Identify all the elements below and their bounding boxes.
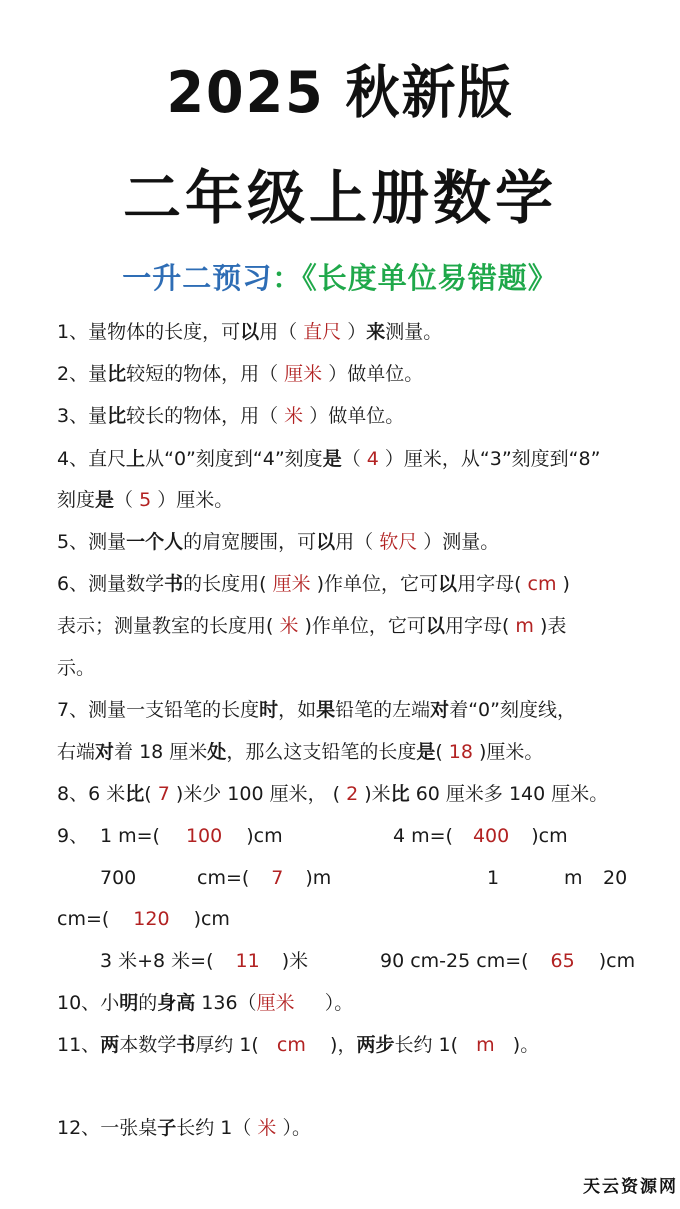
question-text: 上 [126, 448, 146, 470]
question-text: 4 m=( [393, 825, 453, 847]
question-9d-3: 20 [603, 867, 628, 889]
question-text: 量 [88, 363, 108, 385]
question-text: )米 [358, 783, 391, 805]
question-text: 一个人 [126, 531, 184, 553]
question-text: 以 [438, 573, 458, 595]
question-text: 处 [207, 741, 227, 763]
question-text: 刻度 [57, 489, 96, 511]
question-text: 量物体的长度，可 [88, 321, 241, 343]
question-text: 较短的物体，用（ [126, 363, 285, 385]
question-text: 以 [240, 321, 260, 343]
question-text: ）做单位。 [303, 405, 405, 427]
question-text: 136（ [195, 992, 257, 1014]
answer: 7 [271, 867, 284, 889]
question-number: 12、 [57, 1117, 101, 1139]
answer: 18 [448, 741, 473, 763]
question-text: )作单位，它可 [310, 573, 439, 595]
question-text: 两 [100, 1034, 120, 1056]
question-text: 用字母( [444, 615, 516, 637]
answer: 米 [284, 405, 304, 427]
question-12 [57, 1115, 311, 1141]
title-line-1: 2025 秋新版 [166, 59, 514, 126]
answer: 米 [279, 615, 299, 637]
question-text: 右端 [57, 741, 96, 763]
question-text: 的长度用( [183, 573, 273, 595]
question-text: 量 [88, 405, 108, 427]
answer: 厘米 [284, 363, 323, 385]
question-text: 从“0”刻度到“4”刻度 [145, 448, 323, 470]
question-text: 比 [107, 405, 127, 427]
question-text: 来 [366, 321, 386, 343]
question-text: 用（ [259, 321, 304, 343]
subtitle-colon: ： [272, 261, 303, 295]
question-number: 6、 [57, 573, 89, 595]
question-text: 书 [176, 1034, 196, 1056]
question-text: 表示；测量教室的长度用( [57, 615, 280, 637]
question-text: )cm [598, 950, 636, 972]
question-text: 3 米+8 米=( [100, 950, 214, 972]
question-text: 以 [316, 531, 336, 553]
question-text: 是 [416, 741, 436, 763]
answer: 厘米 [256, 992, 295, 1014]
question-4-line-2 [57, 487, 233, 513]
question-10 [57, 990, 353, 1016]
watermark: 天云资源网 [583, 1177, 678, 1197]
question-text: 明 [119, 992, 139, 1014]
question-text: cm=( [57, 908, 110, 930]
question-text: 直尺 [88, 448, 127, 470]
question-6-line-2 [57, 613, 566, 639]
question-text: )cm [193, 908, 230, 930]
question-9c-2 [197, 865, 331, 891]
subtitle [0, 258, 680, 298]
question-text: 时 [259, 699, 279, 721]
question-text: )， [305, 1034, 357, 1056]
question-text: 长约 1（ [176, 1117, 258, 1139]
answer: 直尺 [303, 321, 342, 343]
question-5 [57, 529, 499, 555]
question-text: 用（ [335, 531, 380, 553]
question-text: ) [556, 573, 570, 595]
question-text: 的 [138, 992, 158, 1014]
question-text: 小 [100, 992, 120, 1014]
question-9d-1: 1 [487, 867, 500, 889]
question-text: ）。 [294, 992, 354, 1014]
question-text: 测量。 [385, 321, 443, 343]
question-6-line-3: 示。 [57, 657, 96, 679]
question-text: 700 [100, 867, 137, 889]
answer: m [515, 615, 534, 637]
question-text: ）测量。 [417, 531, 500, 553]
question-number: 7、 [57, 699, 89, 721]
question-text: 测量数学 [88, 573, 165, 595]
question-text: 比 [107, 363, 127, 385]
answer: 400 [472, 825, 510, 847]
question-text: 的肩宽腰围，可 [183, 531, 317, 553]
answer: 5 [139, 489, 152, 511]
question-text: 着 18 厘米 [114, 741, 208, 763]
question-text: )米 [281, 950, 309, 972]
subtitle-prefix: 一升二预习 [122, 261, 273, 295]
question-number: 3、 [57, 405, 89, 427]
question-text: 6 米 [88, 783, 126, 805]
question-text: )cm [246, 825, 283, 847]
question-2 [57, 361, 423, 387]
question-text: ）做单位。 [322, 363, 424, 385]
question-text: )米少 100 厘米， ( [169, 783, 347, 805]
question-text: 书 [164, 573, 184, 595]
question-number: 10、 [57, 992, 101, 1014]
answer: m [476, 1034, 495, 1056]
question-text: 对 [430, 699, 450, 721]
question-number: 1、 [57, 321, 89, 343]
question-9c [100, 865, 136, 891]
answer: 7 [157, 783, 170, 805]
question-9d-line-2 [57, 906, 230, 932]
question-text: 1 m=( [100, 825, 160, 847]
question-4 [57, 446, 600, 472]
question-text: （ [114, 489, 140, 511]
question-text: 长约 1( [394, 1034, 477, 1056]
question-text: )作单位，它可 [298, 615, 426, 637]
question-text: ）。 [276, 1117, 311, 1139]
question-7 [57, 697, 576, 723]
question-text: ，如 [278, 699, 317, 721]
question-9a [100, 823, 283, 849]
question-text: 是 [322, 448, 342, 470]
question-text: ，那么这支铅笔的长度 [226, 741, 417, 763]
question-number: 5、 [57, 531, 89, 553]
question-text: 测量一支铅笔的长度 [88, 699, 260, 721]
question-text: 一张桌 [100, 1117, 158, 1139]
question-text: ( [144, 783, 158, 805]
question-9f [380, 948, 635, 974]
question-text: ） [341, 321, 367, 343]
answer: 11 [235, 950, 260, 972]
question-text: )表 [533, 615, 567, 637]
question-9d-2: m [564, 867, 583, 889]
question-text: 以 [425, 615, 445, 637]
question-text: 对 [95, 741, 115, 763]
question-11 [57, 1032, 539, 1058]
question-text: 两步 [356, 1034, 395, 1056]
question-text: 厚约 1( [195, 1034, 277, 1056]
answer: 100 [185, 825, 223, 847]
question-text: （ [341, 448, 367, 470]
answer: 4 [366, 448, 379, 470]
question-text: 本数学 [119, 1034, 177, 1056]
question-text: 60 厘米多 140 厘米。 [409, 783, 609, 805]
question-9b [393, 823, 568, 849]
answer: 65 [550, 950, 575, 972]
question-text: 着“0”刻度线， [449, 699, 576, 721]
question-number: 8、 [57, 783, 89, 805]
question-text: 用字母( [457, 573, 528, 595]
question-text: ）厘米。 [151, 489, 234, 511]
answer: 120 [133, 908, 170, 930]
answer: 2 [346, 783, 359, 805]
question-text: 身高 [157, 992, 196, 1014]
question-6 [57, 571, 570, 597]
question-text: )厘米。 [472, 741, 544, 763]
subtitle-main: 《长度单位易错题》 [302, 261, 558, 295]
question-text: )cm [531, 825, 568, 847]
question-text: 铅笔的左端 [335, 699, 431, 721]
question-8 [57, 781, 608, 807]
question-text: 子 [157, 1117, 177, 1139]
question-text: ( [435, 741, 449, 763]
question-7-line-2 [57, 739, 543, 765]
question-text: 是 [95, 489, 115, 511]
question-1 [57, 319, 442, 345]
question-text: 较长的物体，用（ [126, 405, 285, 427]
question-text: )。 [494, 1034, 540, 1056]
answer: 米 [257, 1117, 277, 1139]
title-line-2: 二年级上册数学 [122, 164, 557, 232]
answer: cm [276, 1034, 306, 1056]
question-text: 90 cm-25 cm=( [380, 950, 529, 972]
question-number: 2、 [57, 363, 89, 385]
question-9e [100, 948, 308, 974]
answer: cm [527, 573, 557, 595]
question-text: 比 [390, 783, 410, 805]
answer: 软尺 [379, 531, 418, 553]
question-number: 4、 [57, 448, 89, 470]
answer: 厘米 [272, 573, 311, 595]
question-text: 测量 [88, 531, 127, 553]
question-text: 果 [316, 699, 336, 721]
question-number: 11、 [57, 1034, 101, 1056]
question-3 [57, 403, 404, 429]
question-text: ）厘米，从“3”刻度到“8” [378, 448, 601, 470]
question-9: 9、 [57, 825, 89, 847]
question-text: )m [305, 867, 332, 889]
question-text: cm=( [197, 867, 250, 889]
question-text: 比 [125, 783, 145, 805]
